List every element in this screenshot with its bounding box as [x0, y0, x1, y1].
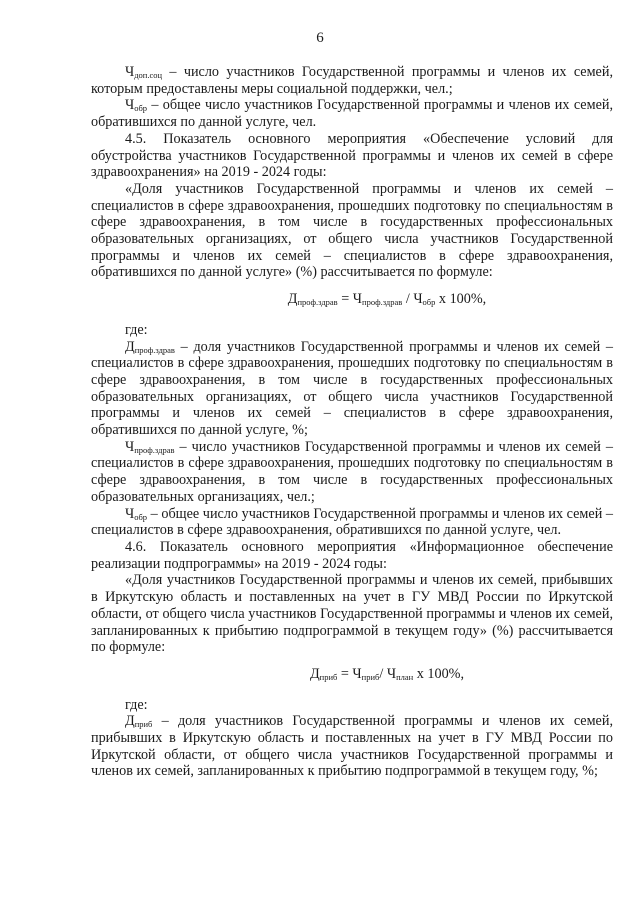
formula-prof-zdrav: $Д_{проф.здрав} = Ч_{проф.здрав} / Ч_{обр}$ х 100%, — [287, 291, 487, 308]
document-body — [91, 64, 613, 780]
section-4-6-title: 4.6. Показатель основного мероприятия «Информационное обеспечение реализации подпрограммы» на 2019 - 2024 годы: — [91, 538, 613, 572]
section-4-5-title: 4.5. Показатель основного мероприятия «Обеспечение условий для обустройства участников Государственной программы и членов их семей в сфере здравоохранения» на 2019 - 2024 годы: — [91, 130, 613, 181]
page-number: 6 — [316, 30, 324, 46]
formula-prib: $Д_{приб} = Ч_{приб}/$ $Ч_{план}$ х 100%, — [309, 665, 465, 682]
definition-ch-dop-soc: $Ч_{доп.соц}$ – число участников Государственной программы и членов их семей, которым предоставлены меры социальной поддержки, чел.; — [91, 64, 613, 97]
definition-ch-obr-2: $Ч_{обр}$ – общее число участников Государственной программы и членов их семей – специалистов в сфере здравоохранения, обратившихся по данной услуге, чел. — [91, 505, 613, 539]
definition-d-prof-zdrav: $Д_{проф.здрав}$ – доля участников Государственной программы и членов их семей – специалистов в сфере здравоохранения, прошедших подготовку по специальностям в сфере здравоохранения, в том числе в государственных профессиональных образовательных организациях, от общего числа участников Государственной программы и членов их семей – специалистов в сфере здравоохранения, обратившихся по данной услуге, %; — [91, 338, 613, 439]
section-4-5-definition: «Доля участников Государственной программы и членов их семей – специалистов в сфере здравоохранения, прошедших подготовку по специальностям в сфере здравоохранения, в том числе в государственных профессиональных образовательных организациях, от общего числа участников Государственной программы и членов их семей – специалистов в сфере здравоохранения, обратившихся по данной услуге» (%) рассчитывается по формуле: — [91, 180, 613, 281]
definition-d-prib: $Д_{приб}$ – доля участников Государственной программы и членов их семей, прибывших в Иркутскую область и поставленных на учет в ГУ МВД России по Иркутской области, от общего числа участников Государственной программы и членов их семей, запланированных к прибытию подпрограммой в текущем году, %; — [91, 713, 613, 780]
where-label: где: — [125, 321, 148, 338]
definition-ch-prof-zdrav: $Ч_{проф.здрав}$ – число участников Государственной программы и членов их семей – специалистов в сфере здравоохранения, прошедших подготовку по специальностям в сфере здравоохранения, в том числе в государственных профессиональных образовательных организациях, чел.; — [91, 438, 613, 505]
where-label-2: где: — [125, 696, 148, 713]
section-4-6-definition: «Доля участников Государственной программы и членов их семей, прибывших в Иркутскую область и поставленных на учет в ГУ МВД России по Иркутской области, от общего числа участников Государственной программы и членов их семей, запланированных к прибытию подпрограммой в текущем году» (%) рассчитывается по формуле: — [91, 572, 613, 656]
definition-ch-obr: $Ч_{обр}$ – общее число участников Государственной программы и членов их семей, обратившихся по данной услуге, чел. — [91, 97, 613, 131]
